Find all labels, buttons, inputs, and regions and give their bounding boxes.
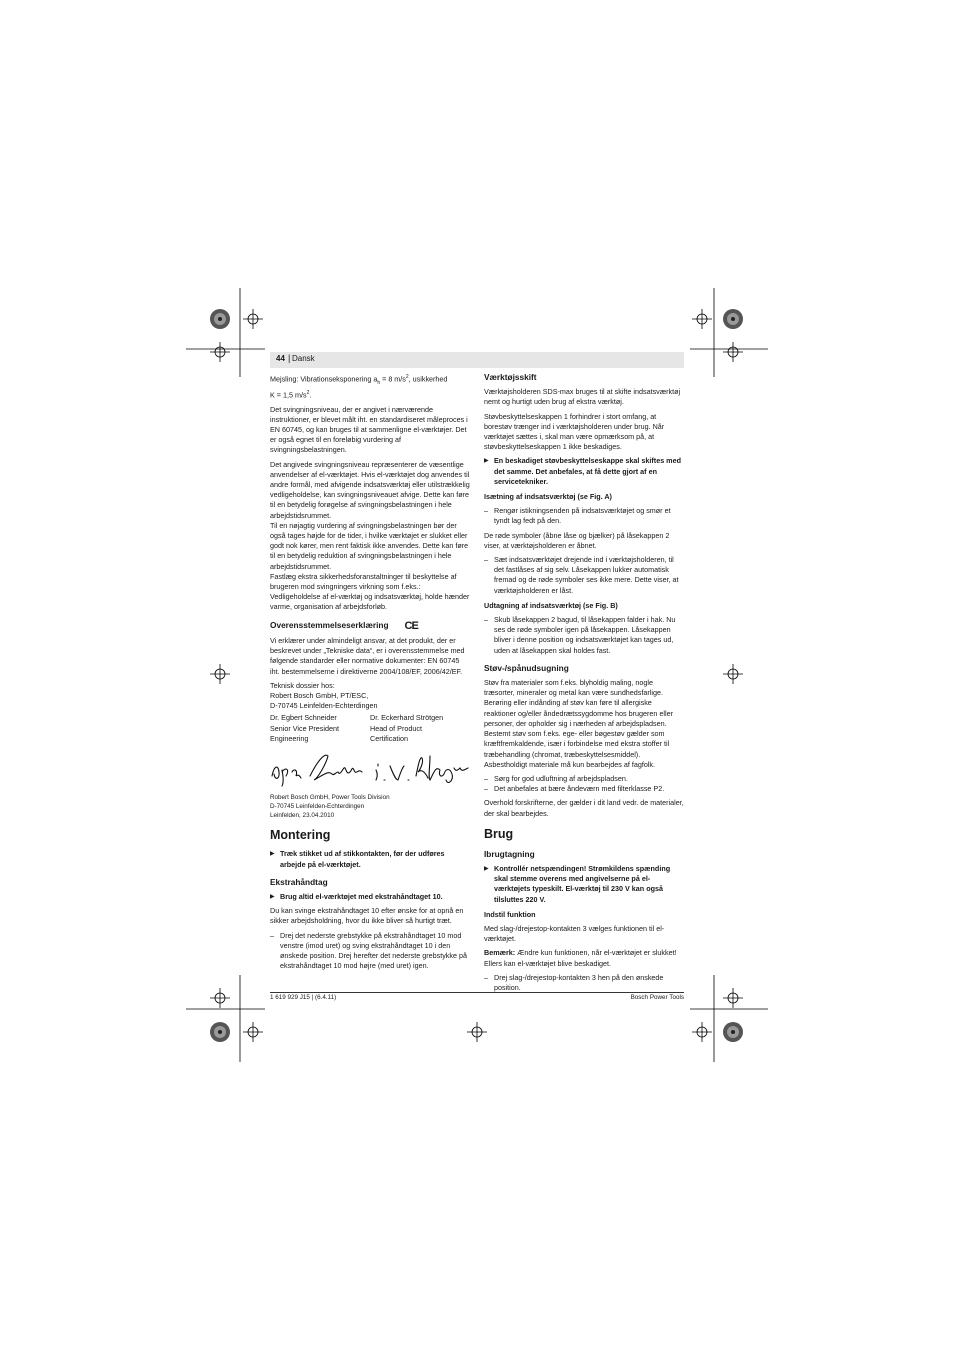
section-title-brug: Brug <box>484 826 514 841</box>
header-separator: | <box>288 353 291 363</box>
paragraph: Du kan svinge ekstrahåndtaget 10 efter ønske for at opnå en sikker arbejdsholdning, hvor du ikke bliver så hurtigt træt. <box>270 906 464 926</box>
paragraph: Støvbeskyttelseskappen 1 forhindrer i stort omfang, at borestøv trænger ind i værktøjsholderen under brug. Når værktøjet sættes i, skal man være opmærksom på, at støvbeskyttelseskappen 1 ikke beskadiges. <box>484 411 665 452</box>
paragraph: Overhold forskrifterne, der gælder i dit land vedr. de materialer, der skal bearbejdes. <box>484 798 684 818</box>
section-heading-ekstrahandtag: Ekstrahåndtag <box>270 876 328 887</box>
paragraph: Fastlæg ekstra sikkerhedsforanstaltninger til beskyttelse af brugeren mod svingningers virkning som f.eks.: Vedligeholdelse af el-værktøj og indsatsværktøj, holde hænder varme, organisation af arbejdsforløb. <box>270 571 470 612</box>
signature-image <box>270 746 470 790</box>
instruction-step: – Det anbefales at bære åndeværn med filterklasse P2. <box>484 784 684 794</box>
page-header <box>270 352 684 368</box>
note-paragraph: Bemærk: Ændre kun funktionen, når el-værktøjet er slukket! Ellers kan el-værktøjet blive beskadiget. <box>484 948 677 968</box>
subheading-isaetning: Isætning af indsatsværktøj (se Fig. A) <box>484 492 612 502</box>
section-heading-conformity: Overensstemmelseserklæring CE <box>270 619 418 632</box>
paragraph: Det angivede svingningsniveau repræsenterer de væsentlige anvendelser af el-værktøjet. Hvis el-værktøjet dog anvendes til andre formål, med afvigende indsatsværktøj eller utilstrækkelig vedligeholdelse, kan svingningsniveauet afvige. Dette kan føre til en betydelig forøgelse af svingningsbelastningen i hele arbejdstidsrummet. <box>270 459 470 520</box>
technical-dossier: Teknisk dossier hos: Robert Bosch GmbH, PT/ESC, D-70745 Leinfelden-Echterdingen <box>270 680 378 711</box>
instruction-step: – Drej det nederste grebstykke på ekstrahåndtaget 10 mod venstre (imod uret) og sving ekstrahåndtaget 10 i den ønskede position. Drej herefter det nederste grebstykke på ekstrahåndtaget 10 mod højre (med uret) igen. <box>270 931 470 972</box>
signatory-2: Dr. Eckerhard Strötgen Head of Product Certification <box>370 713 444 743</box>
vibration-chiselling: Mejsling: Vibrationseksponering $a_h = 8$ $m/s^2$, usikkerhed K = 1,5 $m/s^2$. <box>270 374 448 400</box>
footer-brand: Bosch Power Tools <box>630 994 684 1001</box>
warning-dust-cap: ▶ En beskadiget støvbeskyttelseskappe skal skiftes med det samme. Det anbefales, at få dette gjort af en servicetekniker. <box>484 456 684 487</box>
right-column <box>484 372 684 997</box>
subheading-udtagning: Udtagning af indsatsværktøj (se Fig. B) <box>484 600 618 610</box>
footer-rule <box>270 992 684 993</box>
ce-mark-icon: CE <box>404 619 418 632</box>
company-address: Robert Bosch GmbH, Power Tools Division D-70745 Leinfelden-Echterdingen Leinfelden, 23.04.2010 <box>270 793 390 819</box>
instruction-step: – Sørg for god udluftning af arbejdspladsen. <box>484 774 684 784</box>
footer-doc-number: 1 619 929 J15 | (6.4.11) <box>270 994 337 1001</box>
warning-handle: ▶ Brug altid el-værktøjet med ekstrahåndtaget 10. <box>270 892 470 902</box>
paragraph: Det svingningsniveau, der er angivet i nærværende instruktioner, er blevet målt iht. en standardiseret måleproces i EN 60745, og kan bruges til at sammenligne el-værktøjer. Det er også egnet til en foreløbig vurdering af svingningsbelastningen. <box>270 404 468 455</box>
language-label: Dansk <box>292 354 315 363</box>
instruction-step: – Sæt indsatsværktøjet drejende ind i værktøjsholderen, til det fastlåses af sig selv. Låsekappen lukker automatisk fremad og de røde symboler ses ikke mere. Dette viser, at værktøjsholderen er låst. <box>484 555 684 596</box>
section-heading-vaerktojsskift: Værktøjsskift <box>484 372 537 382</box>
paragraph: Vi erklærer under almindeligt ansvar, at det produkt, der er beskrevet under „Tekniske data“, er i overensstemmelse med følgende standarder eller normative dokumenter: EN 60745 iht. bestemmelserne i direktiverne 2004/108/EF, 2006/42/EF. <box>270 635 465 676</box>
page-number: 44 <box>276 354 285 363</box>
paragraph: Med slag-/drejestop-kontakten 3 vælges funktionen til el-værktøjet. <box>484 923 665 944</box>
warning-unplug: ▶ Træk stikket ud af stikkontakten, før der udføres arbejde på el-værktøjet. <box>270 849 470 869</box>
paragraph: De røde symboler (åbne låse og bjælker) på låsekappen 2 viser, at værktøjsholderen er åbnet. <box>484 530 670 550</box>
signatories <box>270 713 470 744</box>
instruction-step: – Drej slag-/drejestop-kontakten 3 hen på den ønskede position. <box>484 973 684 993</box>
section-title-montering: Montering <box>270 828 331 843</box>
handwritten-signatures <box>270 746 470 790</box>
paragraph: Til en nøjagtig vurdering af svingningsbelastningen bør der også tages højde for de tider, i hvilke værktøjet er slukket eller godt nok kører, men rent faktisk ikke anvendes. Dette kan føre til en betydelig reduktion af svingningsbelastningen i hele arbejdstidsrummet. <box>270 520 469 571</box>
paragraph: Støv fra materialer som f.eks. blyholdig maling, nogle træsorter, mineraler og metal kan være sundhedsfarlige. Berøring eller indånding af støv kan føre til allergiske reaktioner og/eller åndedrætssygdomme hos brugeren eller personer, der opholder sig i nærheden af arbejdspladsen. <box>484 678 673 728</box>
section-heading-ibrugtagning: Ibrugtagning <box>484 848 535 859</box>
subheading-indstil: Indstil funktion <box>484 909 536 919</box>
signatory-1: Dr. Egbert Schneider Senior Vice President Engineering <box>270 713 339 743</box>
warning-voltage: ▶ Kontrollér netspændingen! Strømkildens spænding skal stemme overens med angivelserne på el-værktøjets typeskilt. El-værktøj til 230 V kan også tilsluttes 220 V. <box>484 864 684 905</box>
instruction-step: – Rengør istikningsenden på indsatsværktøjet og smør et tyndt lag fedt på den. <box>484 506 684 526</box>
instruction-step: – Skub låsekappen 2 bagud, til låsekappen falder i hak. Nu ses de røde symboler igen på låsekappen. Låsekappen bliver i denne position og indsatsværktøjet kan tages ud, uden at låsekappen skal holdes fast. <box>484 615 684 656</box>
left-column <box>270 372 470 975</box>
paragraph: Bestemt støv som f.eks. ege- eller bøgestøv gælder som kræftfremkaldende, især i forbindelse med ekstra stoffer til træbehandling (chromat, træbeskyttelsesmiddel). Asbestholdigt materiale må kun bearbejdes af fagfolk. <box>484 729 670 769</box>
paragraph: Værktøjsholderen SDS-max bruges til at skifte indsatsværktøj nemt og hurtigt uden brug af ekstra værktøj. <box>484 387 681 407</box>
section-heading-stov: Støv-/spånudsugning <box>484 662 569 673</box>
